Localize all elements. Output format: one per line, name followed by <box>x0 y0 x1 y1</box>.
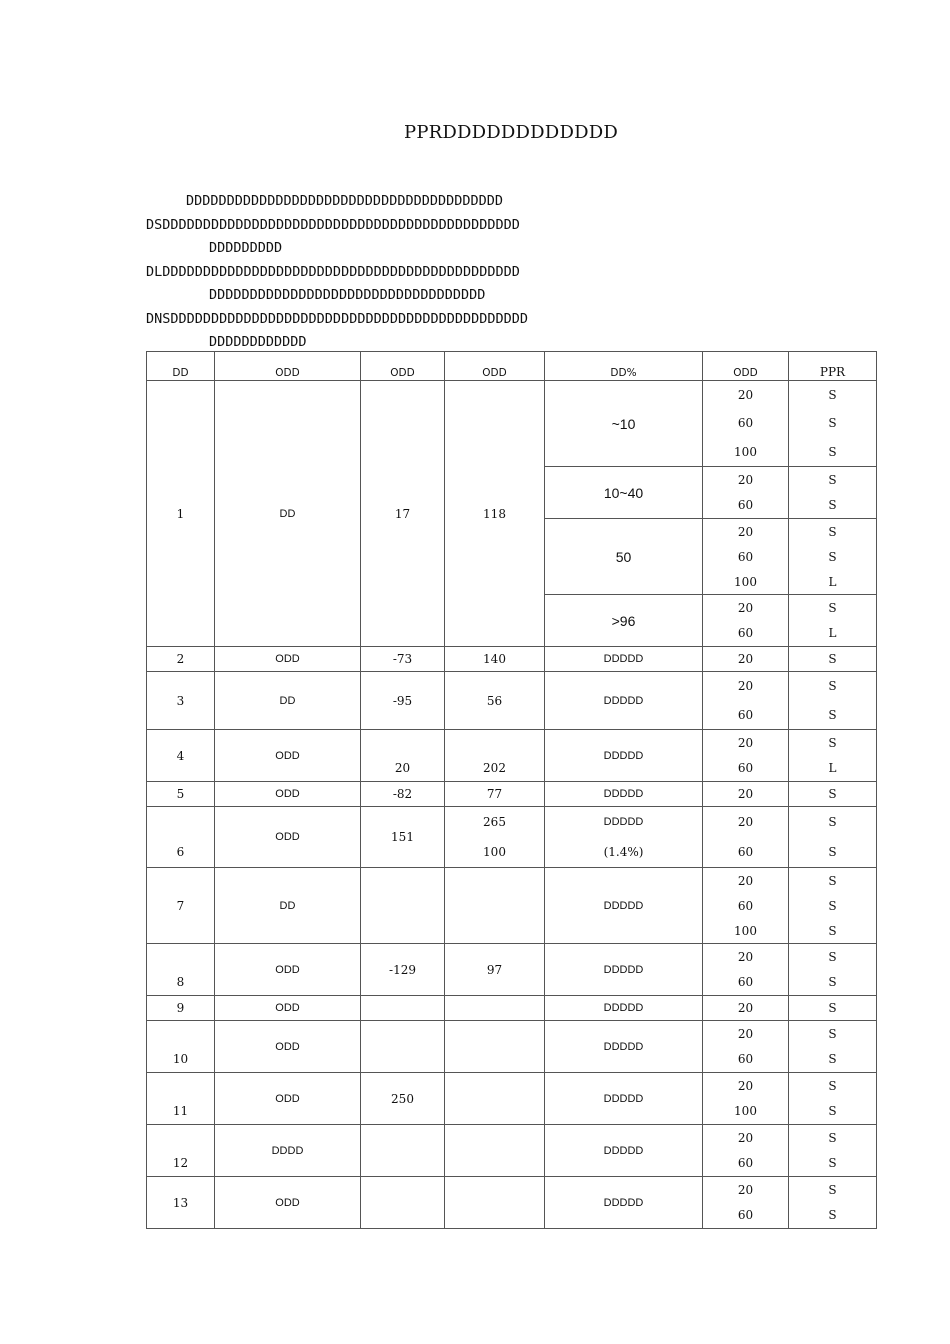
table-row <box>147 1177 877 1229</box>
temperature-value: 20 <box>737 1182 754 1197</box>
medium-name: ODD <box>215 944 361 996</box>
value-cell: -129 <box>361 944 445 996</box>
concentration-cell: DDDDD <box>545 782 703 807</box>
value-cell: 250 <box>361 1073 445 1125</box>
temperature-value: 20 <box>703 782 789 807</box>
table-row <box>147 807 877 868</box>
value-cell <box>445 1073 545 1125</box>
temperature-value: 60 <box>737 707 754 722</box>
ppr-rating: S <box>789 996 877 1021</box>
temperature-value: 100 <box>734 574 757 589</box>
ppr-rating: L <box>828 574 837 589</box>
ppr-rating: S <box>828 600 837 615</box>
ppr-rating: S <box>828 524 837 539</box>
ppr-rating: S <box>828 1182 837 1197</box>
ppr-rating: S <box>828 707 837 722</box>
value-cell: 20 <box>361 730 445 782</box>
medium-name: ODD <box>215 730 361 782</box>
ppr-rating: S <box>828 388 837 403</box>
legend-line: DDDDDDDDDDDD <box>209 334 307 350</box>
temperature-value: 60 <box>737 1052 754 1067</box>
value-cell: -73 <box>361 647 445 672</box>
temperature-value: 60 <box>737 761 754 776</box>
value-cell: 97 <box>445 944 545 996</box>
value-cell <box>445 1177 545 1229</box>
medium-name: ODD <box>215 782 361 807</box>
temperature-value: 100 <box>734 923 757 938</box>
ppr-rating: S <box>828 1078 837 1093</box>
concentration-cell: DDDDD <box>545 1125 703 1177</box>
concentration-cell: DDDDD <box>545 996 703 1021</box>
concentration-cell: ~10 <box>545 381 703 467</box>
value-cell: 17 <box>361 381 445 647</box>
ppr-rating: S <box>828 498 837 513</box>
temperature-value: 60 <box>737 498 754 513</box>
ppr-rating: S <box>828 416 837 431</box>
temperature-value: 20 <box>737 873 754 888</box>
value-cell: 140 <box>445 647 545 672</box>
temperature-value: 20 <box>703 647 789 672</box>
ppr-rating: S <box>828 975 837 990</box>
temperature-value: 20 <box>737 472 754 487</box>
ppr-rating: S <box>828 873 837 888</box>
ppr-rating: S <box>828 949 837 964</box>
value-cell <box>361 1021 445 1073</box>
row-number: 9 <box>147 996 215 1021</box>
ppr-rating: L <box>828 761 837 776</box>
concentration-cell: DDDDD <box>545 672 703 730</box>
legend-line: DNSDDDDDDDDDDDDDDDDDDDDDDDDDDDDDDDDDDDDDDDDDDDD <box>146 310 529 327</box>
medium-name: ODD <box>215 1177 361 1229</box>
concentration-cell: DDDDD <box>545 647 703 672</box>
value-cell: 56 <box>445 672 545 730</box>
row-number: 4 <box>147 730 215 782</box>
medium-name: ODD <box>215 1021 361 1073</box>
table-row <box>147 782 877 807</box>
header-cell: ODD <box>361 352 445 381</box>
ppr-rating: S <box>828 1130 837 1145</box>
ppr-rating: S <box>828 815 837 829</box>
concentration-cell: DDDDD <box>545 730 703 782</box>
temperature-value: 20 <box>737 600 754 615</box>
temperature-value: 20 <box>737 1130 754 1145</box>
table-row <box>147 672 877 730</box>
table-row <box>147 381 877 467</box>
table-row <box>147 996 877 1021</box>
value-cell <box>361 996 445 1021</box>
value-cell <box>445 1021 545 1073</box>
concentration-cell: 10~40 <box>545 467 703 519</box>
row-number: 12 <box>147 1125 215 1177</box>
concentration-cell: 50 <box>545 519 703 595</box>
temperature-value: 60 <box>737 975 754 990</box>
ppr-rating: S <box>828 845 837 859</box>
temperature-value: 20 <box>737 388 754 403</box>
temperature-value: 20 <box>737 1078 754 1093</box>
header-cell: PPR <box>789 352 877 381</box>
table-row <box>147 647 877 672</box>
table-row <box>147 1073 877 1125</box>
temperature-value: 60 <box>737 549 754 564</box>
document-title: PPRDDDDDDDDDDDD <box>404 122 618 143</box>
row-number: 3 <box>147 672 215 730</box>
value-cell <box>445 996 545 1021</box>
medium-name: ODD <box>215 1073 361 1125</box>
temperature-value: 100 <box>734 1104 757 1119</box>
legend-block <box>146 190 528 355</box>
medium-name: DD <box>215 672 361 730</box>
value-cell: -82 <box>361 782 445 807</box>
medium-name: DDDD <box>215 1125 361 1177</box>
concentration-cell: DDDDD <box>545 868 703 944</box>
medium-name: DD <box>215 868 361 944</box>
temperature-value: 60 <box>737 845 754 859</box>
medium-name: ODD <box>215 996 361 1021</box>
ppr-rating: S <box>828 735 837 750</box>
temperature-value: 20 <box>737 1026 754 1041</box>
concentration-cell: DDDDD <box>545 1021 703 1073</box>
table-row <box>147 944 877 996</box>
ppr-rating: S <box>828 679 837 694</box>
temperature-value: 20 <box>737 524 754 539</box>
header-cell: ODD <box>445 352 545 381</box>
value-cell: 77 <box>445 782 545 807</box>
ppr-rating: S <box>828 1104 837 1119</box>
value-cell <box>361 1177 445 1229</box>
row-number: 7 <box>147 868 215 944</box>
ppr-rating: S <box>828 1052 837 1067</box>
ppr-rating: S <box>789 782 877 807</box>
header-cell: ODD <box>215 352 361 381</box>
value-cell: 118 <box>445 381 545 647</box>
value-cell <box>361 868 445 944</box>
ppr-rating: S <box>828 1156 837 1171</box>
value-cell: 202 <box>445 730 545 782</box>
value-cell: 151 <box>361 807 445 868</box>
row-number: 8 <box>147 944 215 996</box>
ppr-rating: S <box>789 647 877 672</box>
table-header-row <box>147 352 877 381</box>
ppr-rating: S <box>828 549 837 564</box>
legend-line: DDDDDDDDDDDDDDDDDDDDDDDDDDDDDDDDDDDDDDD <box>186 193 503 209</box>
temperature-value: 20 <box>737 949 754 964</box>
header-cell: DD <box>147 352 215 381</box>
concentration-note: (1.4%) <box>603 844 644 859</box>
concentration-cell: >96 <box>545 595 703 647</box>
temperature-value: 60 <box>737 416 754 431</box>
ppr-rating: S <box>828 444 837 459</box>
value-cell <box>445 1125 545 1177</box>
header-cell: ODD <box>703 352 789 381</box>
table-row <box>147 1021 877 1073</box>
ppr-rating: S <box>828 923 837 938</box>
concentration-cell: DDDDD <box>603 815 644 828</box>
value-cell: 100 <box>483 845 506 859</box>
legend-line: DSDDDDDDDDDDDDDDDDDDDDDDDDDDDDDDDDDDDDDDDDDDDD <box>146 216 520 233</box>
temperature-value: 60 <box>737 626 754 641</box>
row-number: 10 <box>147 1021 215 1073</box>
ppr-rating: S <box>828 898 837 913</box>
temperature-value: 20 <box>703 996 789 1021</box>
row-number: 11 <box>147 1073 215 1125</box>
ppr-rating: S <box>828 1208 837 1223</box>
row-number: 6 <box>147 807 215 868</box>
legend-line: DDDDDDDDD <box>209 240 283 256</box>
medium-name: ODD <box>215 807 361 868</box>
temperature-value: 100 <box>734 444 757 459</box>
ppr-rating: S <box>828 1026 837 1041</box>
legend-line: DLDDDDDDDDDDDDDDDDDDDDDDDDDDDDDDDDDDDDDDDDDDDD <box>146 263 520 280</box>
table-row <box>147 730 877 782</box>
ppr-rating: L <box>828 626 837 641</box>
concentration-cell: DDDDD <box>545 944 703 996</box>
chemical-resistance-table <box>146 351 877 1229</box>
medium-name: DD <box>215 381 361 647</box>
medium-name: ODD <box>215 647 361 672</box>
header-cell: DD% <box>545 352 703 381</box>
legend-line: DDDDDDDDDDDDDDDDDDDDDDDDDDDDDDDDDD <box>209 287 486 303</box>
concentration-cell: DDDDD <box>545 1177 703 1229</box>
row-number: 2 <box>147 647 215 672</box>
row-number: 5 <box>147 782 215 807</box>
row-number: 13 <box>147 1177 215 1229</box>
concentration-cell: DDDDD <box>545 1073 703 1125</box>
temperature-value: 60 <box>737 1156 754 1171</box>
temperature-value: 20 <box>737 815 754 829</box>
table-row <box>147 1125 877 1177</box>
row-number: 1 <box>147 381 215 647</box>
temperature-value: 20 <box>737 679 754 694</box>
temperature-value: 60 <box>737 898 754 913</box>
temperature-value: 20 <box>737 735 754 750</box>
value-cell <box>445 868 545 944</box>
ppr-rating: S <box>828 472 837 487</box>
table-row <box>147 868 877 944</box>
temperature-value: 60 <box>737 1208 754 1223</box>
value-cell <box>361 1125 445 1177</box>
value-cell: 265 <box>483 815 506 829</box>
value-cell: -95 <box>361 672 445 730</box>
